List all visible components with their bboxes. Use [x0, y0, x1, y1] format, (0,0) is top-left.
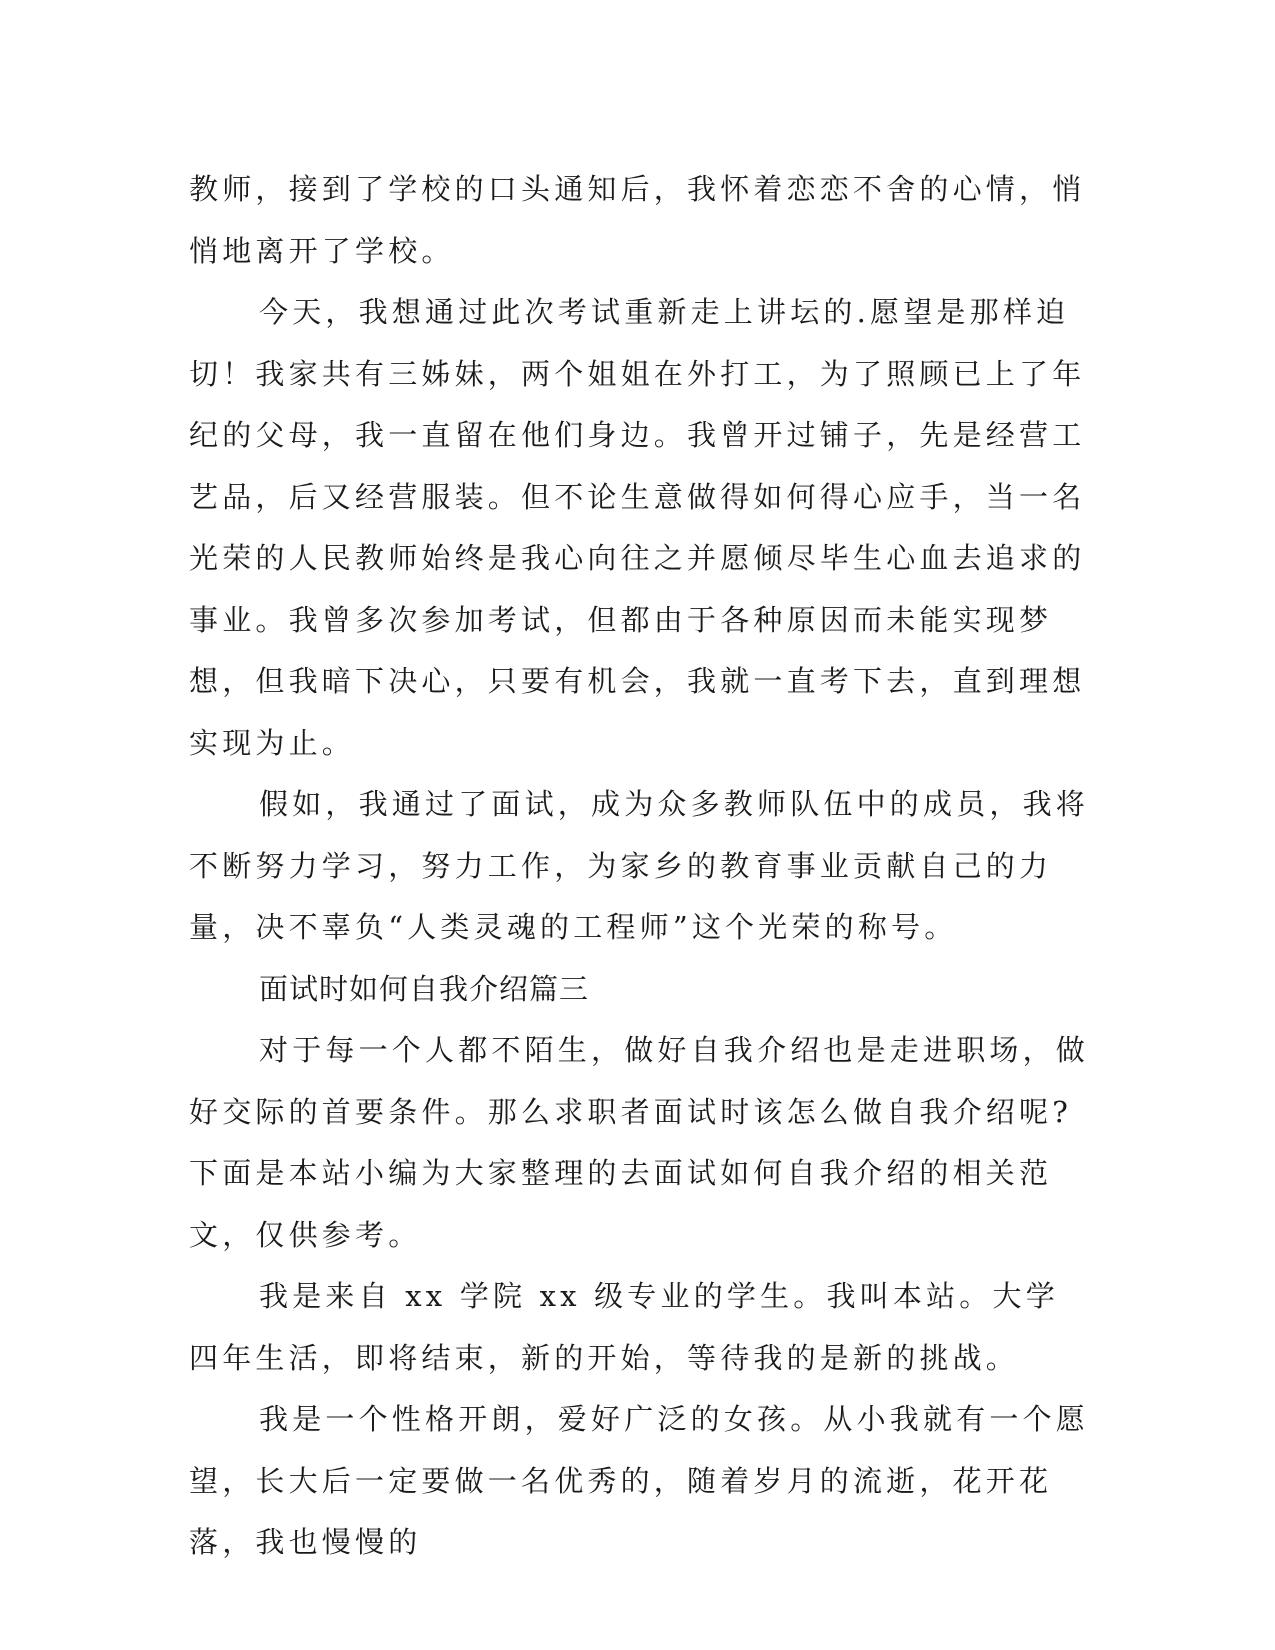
paragraph-if-pass-interview: 假如，我通过了面试，成为众多教师队伍中的成员，我将不断努力学习，努力工作，为家乡的教育事业贡献自己的力量，决不辜负“人类灵魂的工程师”这个光荣的称号。	[189, 787, 1090, 944]
paragraph-intro: 对于每一个人都不陌生，做好自我介绍也是走进职场，做好交际的首要条件。那么求职者面试时该怎么做自我介绍呢?下面是本站小编为大家整理的去面试如何自我介绍的相关范文，仅供参考。	[189, 1033, 1090, 1252]
paragraph-student-intro: 我是来自 xx 学院 xx 级专业的学生。我叫本站。大学四年生活，即将结束，新的开始，等待我的是新的挑战。	[189, 1279, 1059, 1375]
paragraph-personality: 我是一个性格开朗，爱好广泛的女孩。从小我就有一个愿望，长大后一定要做一名优秀的，随着岁月的流逝，花开花落，我也慢慢的	[189, 1402, 1090, 1559]
paragraph-exam-wish: 今天，我想通过此次考试重新走上讲坛的.愿望是那样迫切！我家共有三姊妹，两个姐姐在外打工，为了照顾已上了年纪的父母，我一直留在他们身边。我曾开过铺子，先是经营工艺品，后又经营服装。但不论生意做得如何得心应手，当一名光荣的人民教师始终是我心向往之并愿倾尽毕生心血去追求的事业。我曾多次参加考试，但都由于各种原因而未能实现梦想，但我暗下决心，只要有机会，我就一直考下去，直到理想实现为止。	[189, 295, 1086, 760]
section-heading: 面试时如何自我介绍篇三	[259, 971, 590, 1006]
document-body	[189, 159, 1089, 1574]
paragraph-continuation: 教师，接到了学校的口头通知后，我怀着恋恋不舍的心情，悄悄地离开了学校。	[189, 172, 1086, 268]
